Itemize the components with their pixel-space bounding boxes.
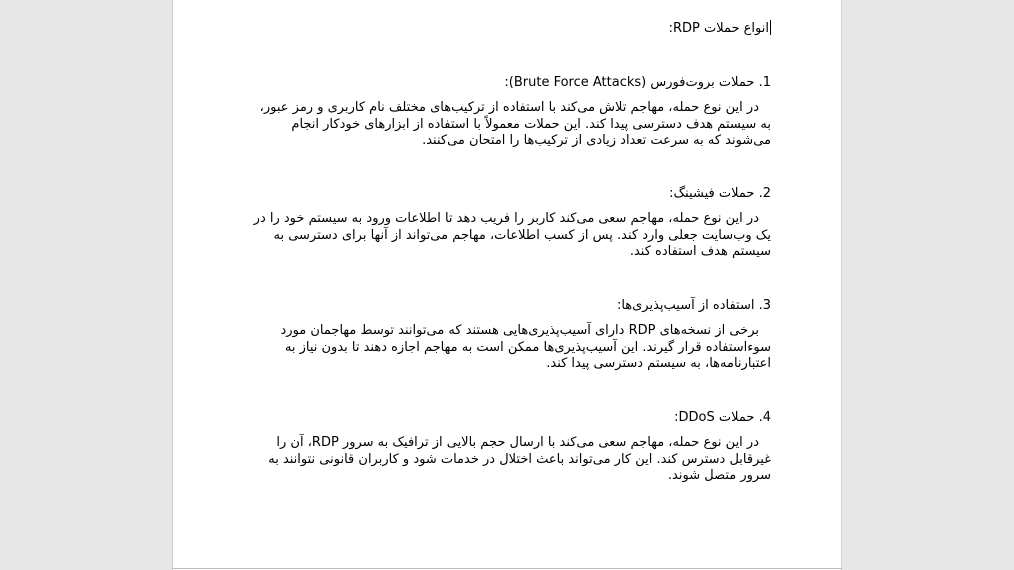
page-bottom-edge	[172, 568, 842, 569]
section-body-4: در این نوع حمله، مهاجم سعی می‌کند با ارسال حجم بالایی از ترافیک به سرور RDP، آن را غیرقابل دسترس کند. این کار می‌تواند باعث اختلال در خدمات شود و کاربران قانونی نتوانند به سرور متصل شوند.	[268, 435, 771, 483]
document-title[interactable]	[669, 20, 771, 38]
section-heading-2: 2. حملات فیشینگ:	[669, 186, 771, 201]
text-cursor	[770, 20, 771, 35]
section-body-3: برخی از نسخه‌های RDP دارای آسیب‌پذیری‌هایی هستند که می‌توانند توسط مهاجمان مورد سوءاستفاده قرار گیرند. این آسیب‌پذیری‌ها ممکن است به مهاجم اجازه دهند تا بدون نیاز به اعتبارنامه‌ها، به سیستم دسترسی پیدا کند.	[280, 323, 771, 371]
document-title-text: انواع حملات RDP:	[668, 21, 769, 36]
section-heading-4: 4. حملات DDoS:	[674, 410, 771, 425]
section-heading-1: 1. حملات بروت‌فورس (Brute Force Attacks):	[504, 75, 771, 90]
section-body-1: در این نوع حمله، مهاجم تلاش می‌کند با استفاده از ترکیب‌های مختلف نام کاربری و رمز عبور، به سیستم هدف دسترسی پیدا کند. این حملات معمولاً با استفاده از ابزارهای خودکار انجام می‌شوند که به سرعت تعداد زیادی از ترکیب‌ها را امتحان می‌کنند.	[259, 100, 771, 148]
section-body-2: در این نوع حمله، مهاجم سعی می‌کند کاربر را فریب دهد تا اطلاعات ورود به سیستم خود را در یک وب‌سایت جعلی وارد کند. پس از کسب اطلاعات، مهاجم می‌تواند از آنها برای دسترسی به سیستم هدف استفاده کند.	[253, 211, 771, 259]
section-heading-3: 3. استفاده از آسیب‌پذیری‌ها:	[616, 298, 771, 313]
document-page[interactable]	[172, 0, 842, 570]
